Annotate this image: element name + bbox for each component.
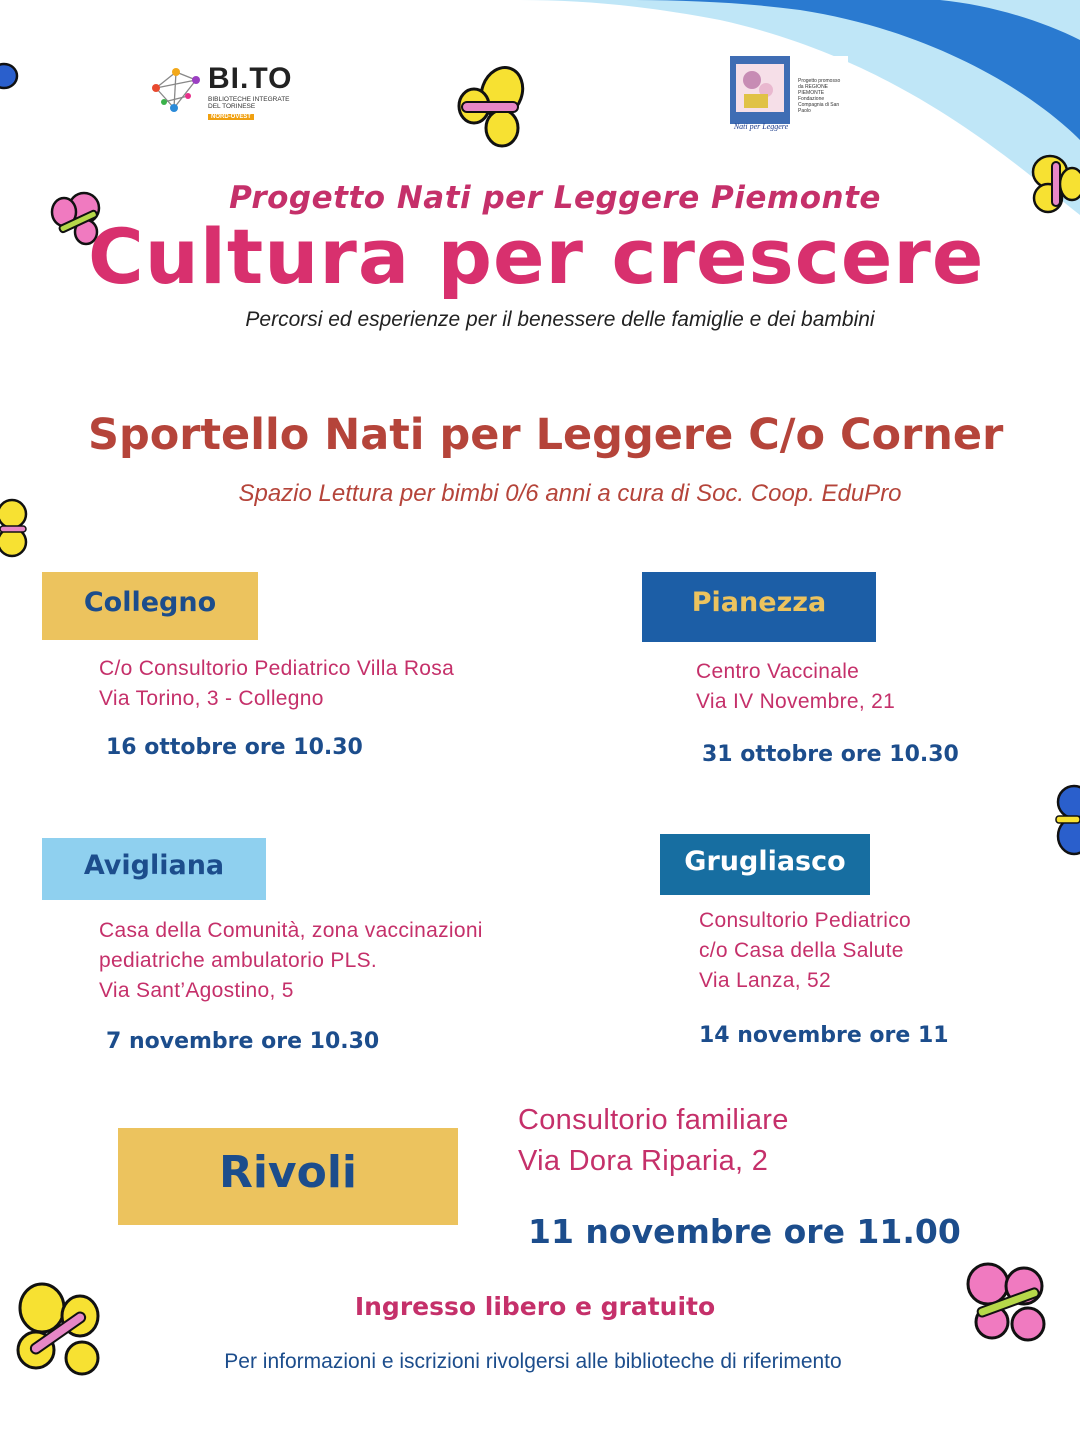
blue-butterfly-right-icon (1050, 780, 1080, 860)
yellow-butterfly-icon (450, 62, 530, 152)
city-tag-pianezza: Pianezza (642, 572, 876, 642)
bito-badge: NORD-OVEST (208, 114, 254, 120)
date-rivoli: 11 novembre ore 11.00 (528, 1212, 961, 1251)
city-tag-grugliasco: Grugliasco (660, 834, 870, 895)
blue-butterfly-edge-icon (0, 60, 20, 94)
date-collegno: 16 ottobre ore 10.30 (106, 735, 363, 760)
address-avigliana: Casa della Comunità, zona vaccinazioni pediatriche ambulatorio PLS. Via Sant’Agostino, 5 (99, 919, 483, 1002)
reading-child-icon (730, 56, 790, 124)
bito-wordmark: BI.TO (208, 62, 293, 95)
address-grugliasco: Consultorio Pediatrico c/o Casa della Salute Via Lanza, 52 (699, 909, 912, 992)
sportello-subtitle: Spazio Lettura per bimbi 0/6 anni a cura di Soc. Coop. EduPro (238, 480, 902, 507)
nati-per-leggere-logo (730, 56, 848, 136)
info-note: Per informazioni e iscrizioni rivolgersi alle biblioteche di riferimento (224, 1350, 842, 1373)
address-pianezza: Centro Vaccinale Via IV Novembre, 21 (696, 660, 896, 713)
npl-caption: Nati per Leggere (733, 122, 789, 131)
sportello-title: Sportello Nati per Leggere C/o Corner (88, 410, 1004, 460)
date-grugliasco: 14 novembre ore 11 (699, 1023, 949, 1048)
address-rivoli: Consultorio familiare Via Dora Riparia, 2 (518, 1104, 789, 1177)
bito-logo (148, 60, 298, 124)
bito-subtitle: BIBLIOTECHE INTEGRATE DEL TORINESE (208, 96, 290, 110)
network-icon (148, 66, 204, 116)
city-tag-collegno: Collegno (42, 572, 258, 640)
date-pianezza: 31 ottobre ore 10.30 (702, 742, 959, 767)
tagline: Percorsi ed esperienze per il benessere delle famiglie e dei bambini (245, 308, 875, 331)
city-tag-avigliana: Avigliana (42, 838, 266, 900)
project-subtitle: Progetto Nati per Leggere Piemonte (229, 180, 881, 216)
city-tag-rivoli: Rivoli (118, 1128, 458, 1225)
npl-partners: Progetto promosso da REGIONE PIEMONTE Fondazione Compagnia di San Paolo (798, 78, 841, 114)
page-title: Cultura per crescere (88, 212, 985, 301)
date-avigliana: 7 novembre ore 10.30 (106, 1029, 380, 1054)
address-collegno: C/o Consultorio Pediatrico Villa Rosa Via Torino, 3 - Collegno (99, 657, 455, 710)
free-entry-note: Ingresso libero e gratuito (354, 1292, 716, 1321)
